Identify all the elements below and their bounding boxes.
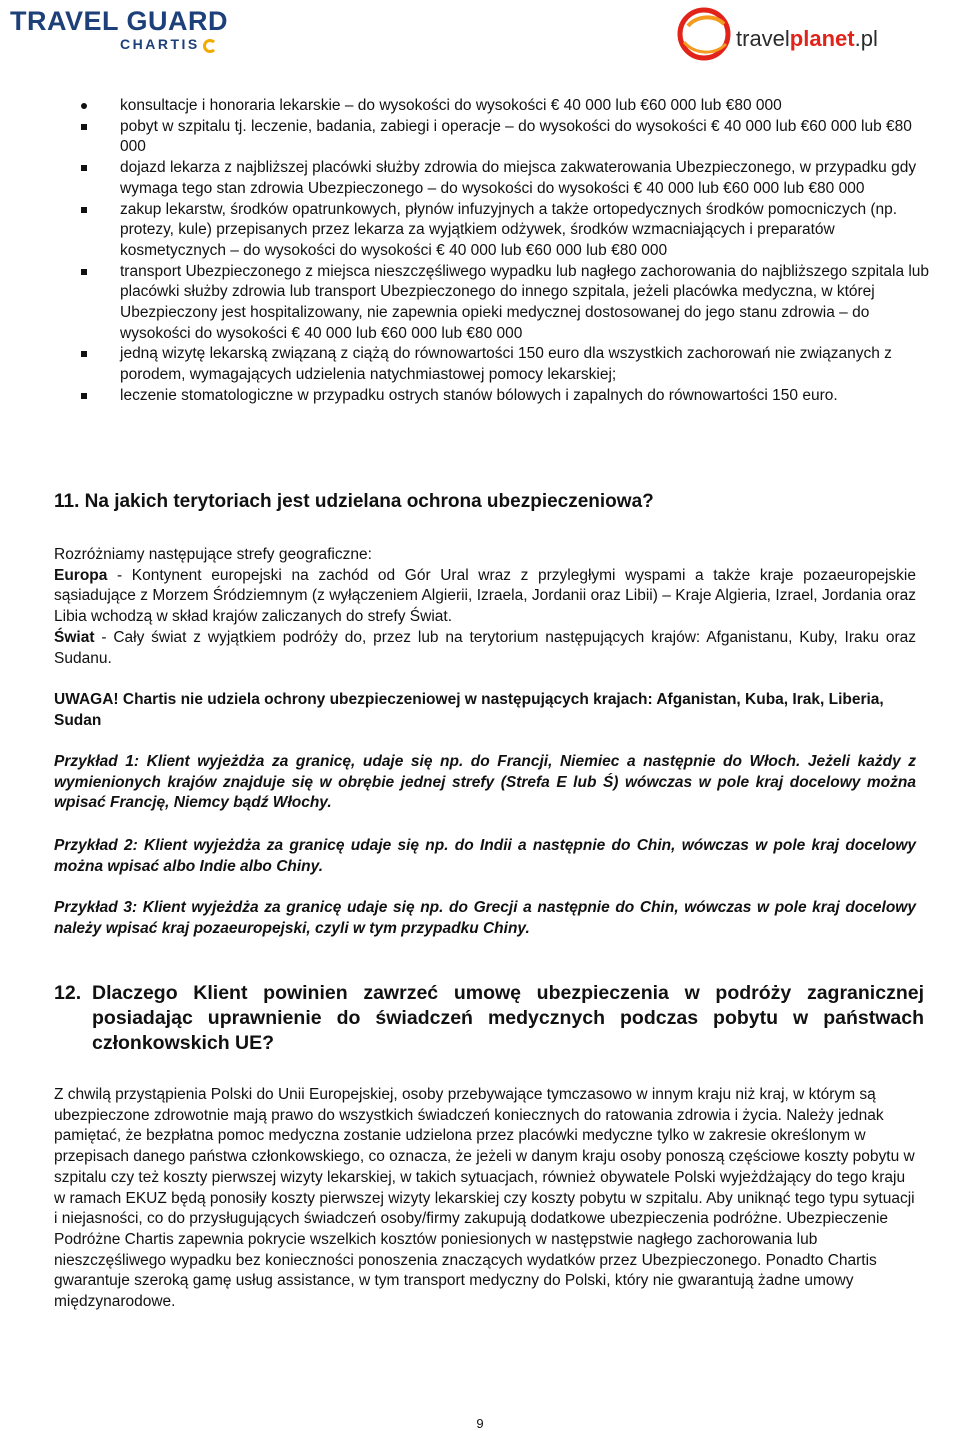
section-12-number: 12. xyxy=(54,982,82,1004)
bullet-dot-icon xyxy=(81,103,87,109)
zone-europa xyxy=(54,566,916,628)
bullet-square-icon xyxy=(81,124,87,130)
travelplanet-logo xyxy=(736,4,916,64)
travelplanet-text-b: planet xyxy=(789,26,855,51)
section-12-heading-text: Dlaczego Klient powinien zawrzeć umowę ubezpieczenia w podróży zagranicznej posiadając uprawnienie do świadczeń medycznych podczas pobytu w państwach członkowskich UE? xyxy=(92,982,924,1054)
list-item xyxy=(60,158,930,199)
list-item xyxy=(60,262,930,345)
travel-guard-logo xyxy=(10,6,228,53)
coverage-list xyxy=(60,96,930,407)
chartis-logo-label: CHARTIS xyxy=(120,36,200,52)
travelplanet-logo-text xyxy=(736,26,878,52)
bullet-square-icon xyxy=(81,207,87,213)
chartis-logo-text xyxy=(120,36,228,53)
section-11-heading: 11. Na jakich terytoriach jest udzielana ochrona ubezpieczeniowa? xyxy=(54,491,654,512)
zone-europa-text: - Kontynent europejski na zachód od Gór Ural wraz z przyległymi wyspami a także kraje pozaeuropejskie sąsiadujące z Morzem Śródziemnym (z wyłączeniem Algierii, Izraela, Jordanii oraz Libii) – Kraje Algieria, Izrael, Jordania oraz Libia wchodzą w skład krajów zaliczanych do strefy Świat. xyxy=(54,566,916,626)
page-number: 9 xyxy=(476,1416,484,1431)
list-item xyxy=(60,117,930,158)
section-12-heading xyxy=(54,981,924,1056)
list-item-text: transport Ubezpieczonego z miejsca nieszczęśliwego wypadku lub nagłego zachorowania do najbliższego szpitala lub placówki służby zdrowia lub transport Ubezpieczonego do innego szpitala, jeżeli placówka medyczna, w której Ubezpieczony jest hospitalizowany, nie zapewnia opieki medycznej dostosowanej do jego stanu zdrowia – do wysokości do wysokości € 40 000 lub €60 000 lub €80 000 xyxy=(120,262,930,342)
zone-swiat-text: - Cały świat z wyjątkiem podróży do, przez lub na terytorium następujących krajów: Afganistanu, Kuby, Iraku oraz Sudanu. xyxy=(54,628,916,667)
list-item-text: leczenie stomatologiczne w przypadku ostrych stanów bólowych i zapalnych do równowartości 150 euro. xyxy=(120,386,838,404)
list-item-text: pobyt w szpitalu tj. leczenie, badania, zabiegi i operacje – do wysokości do wysokości € 40 000 lub €60 000 lub €80 000 xyxy=(120,117,912,156)
zones-section xyxy=(54,545,916,669)
zones-intro: Rozróżniamy następujące strefy geograficzne: xyxy=(54,546,372,563)
bullet-square-icon xyxy=(81,165,87,171)
travelplanet-globe-icon xyxy=(674,4,734,64)
zone-swiat xyxy=(54,628,916,669)
list-item xyxy=(60,386,930,407)
travelplanet-text-c: .pl xyxy=(854,26,878,51)
example-2: Przykład 2: Klient wyjeżdża za granicę udaje się np. do Indii a następnie do Chin, wówczas w pole kraj docelowy można wpisać albo Indie albo Chiny. xyxy=(54,837,916,875)
chartis-c-icon xyxy=(203,39,217,53)
travel-guard-logo-title: TRAVEL GUARD xyxy=(10,6,229,36)
bullet-square-icon xyxy=(81,351,87,357)
zone-europa-label: Europa xyxy=(54,566,108,584)
warning-paragraph: UWAGA! Chartis nie udziela ochrony ubezpieczeniowej w następujących krajach: Afganistan, Kuba, Irak, Liberia, Sudan xyxy=(54,691,884,729)
list-item-text: jedną wizytę lekarską związaną z ciążą do równowartości 150 euro dla wszystkich zachorowań nie związanych z porodem, wymagających udzielenia natychmiastowej pomocy lekarskiej; xyxy=(120,345,892,384)
list-item xyxy=(60,200,930,262)
section-12-body: Z chwilą przystąpienia Polski do Unii Europejskiej, osoby przebywające tymczasowo w innym kraju niż kraj, w którym są ubezpieczone zdrowotnie mają prawo do wszystkich świadczeń koniecznych do ratowania zdrowia i życia. Należy jednak pamiętać, że bezpłatna pomoc medyczna zostanie udzielona przez placówki medyczne tylko w zakresie określonym w przepisach danego państwa członkowskiego, co oznacza, że jeżeli w danym kraju osoby ponoszą częściowe koszty pobytu w szpitalu czy też koszty pierwszej wizyty lekarskiej, w takich sytuacjach, również obywatele Polski wyjeżdżający do tego kraju w ramach EKUZ będą ponosiły koszty pierwszej wizyty lekarskiej czy koszty pobytu w szpitalu. Aby uniknąć tego typu sytuacji i niejasności, co do przysługujących świadczeń osoby/firmy zakupują dodatkowe ubezpieczenia podróżne. Ubezpieczenie Podróżne Chartis zapewnia pokrycie wszelkich kosztów poniesionych w następstwie nagłego zachorowania lub nieszczęśliwego wypadku bez konieczności ponoszenia znaczących wydatków przez Ubezpieczonego. Ponadto Chartis gwarantuje szeroką gamę usług assistance, w tym transport medyczny do Polski, który nie gwarantują żadne umowy międzynarodowe. xyxy=(54,1086,915,1311)
example-1: Przykład 1: Klient wyjeżdża za granicę, udaje się np. do Francji, Niemiec a następnie do Włoch. Jeżeli każdy z wymienionych krajów znajduje się w obrębie jednej strefy (Strefa E lub Ś) wówczas w pole kraj docelowy można wpisać Francję, Niemcy bądź Włochy. xyxy=(54,753,916,812)
list-item xyxy=(60,344,930,385)
example-3: Przykład 3: Klient wyjeżdża za granicę udaje się np. do Grecji a następnie do Chin, wówczas w pole kraj docelowy należy wpisać kraj pozaeuropejski, czyli w tym przypadku Chiny. xyxy=(54,899,916,937)
zone-swiat-label: Świat xyxy=(54,628,95,646)
list-item-text: konsultacje i honoraria lekarskie – do wysokości do wysokości € 40 000 lub €60 000 lub €80 000 xyxy=(120,97,782,114)
list-item-text: zakup lekarstw, środków opatrunkowych, płynów infuzyjnych a także ortopedycznych środków pomocniczych (np. protezy, kule) przepisanych przez lekarza za wyjątkiem odżywek, środków wzmacniających i preparatów kosmetycznych – do wysokości do wysokości € 40 000 lub €60 000 lub €80 000 xyxy=(120,200,898,259)
page-header xyxy=(0,0,960,75)
list-item xyxy=(60,96,930,117)
travelplanet-text-a: travel xyxy=(736,26,790,51)
bullet-square-icon xyxy=(81,269,87,275)
bullet-square-icon xyxy=(81,393,87,399)
list-item-text: dojazd lekarza z najbliższej placówki służby zdrowia do miejsca zakwaterowania Ubezpieczonego, w przypadku gdy wymaga tego stan zdrowia Ubezpieczonego – do wysokości do wysokości € 40 000 lub €60 000 lub €80 000 xyxy=(120,159,917,197)
